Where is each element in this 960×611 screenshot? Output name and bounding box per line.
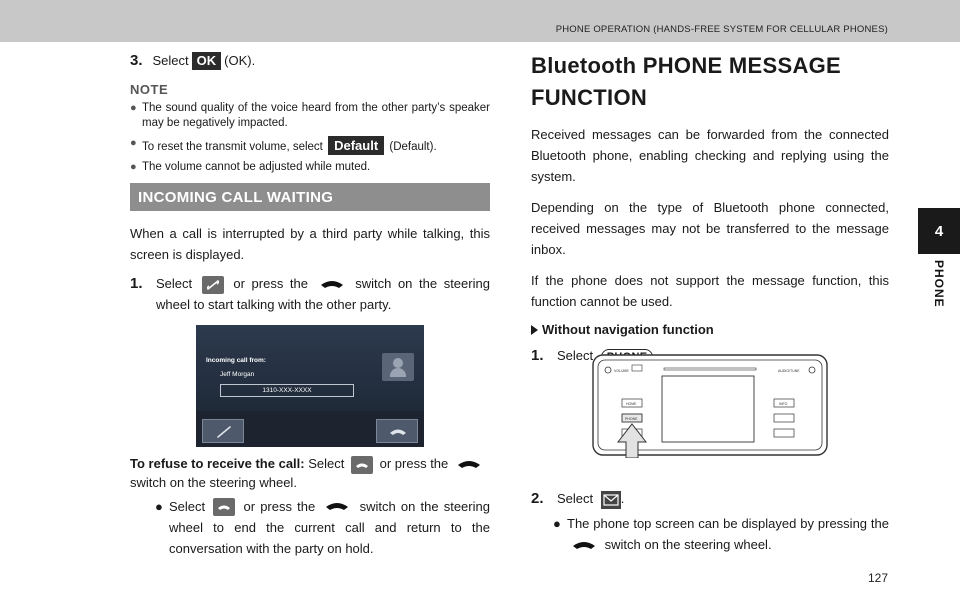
default-button[interactable]: Default <box>328 136 384 155</box>
avatar <box>382 353 414 381</box>
step-text-part: Select <box>156 276 193 291</box>
step-text-part: Select <box>557 348 594 363</box>
bullet-icon: ● <box>130 102 137 114</box>
right-lower <box>531 488 889 555</box>
refuse-text-part: or press the <box>379 456 449 471</box>
list-item-text <box>169 496 490 559</box>
step-number: 1. <box>531 347 544 364</box>
step-text <box>156 273 490 315</box>
bullet-icon: ● <box>130 161 137 173</box>
chapter-label: PHONE <box>932 260 946 308</box>
paragraph: If the phone does not support the message function, this function cannot be used. <box>531 273 889 309</box>
caller-number: 1310-XXX-XXXX <box>220 384 354 397</box>
hang-up-icon[interactable] <box>351 456 373 474</box>
step-text-part: Select <box>557 491 594 506</box>
intro-paragraph: When a call is interrupted by a third party while talking, this screen is displayed. <box>130 226 490 262</box>
bullet-icon: ● <box>130 137 137 149</box>
list-text-part: switch on the steering wheel. <box>604 537 772 552</box>
section-title-line: Bluetooth PHONE MESSAGE <box>531 53 842 78</box>
hang-up-icon[interactable] <box>213 498 235 516</box>
paragraph: Depending on the type of Bluetooth phone connected, received messages may not be transferred to the message inbox. <box>531 200 889 257</box>
hang-up-button[interactable] <box>376 419 418 443</box>
incoming-call-label: Incoming call from: <box>206 357 266 364</box>
section-banner: INCOMING CALL WAITING <box>130 183 490 211</box>
right-column <box>531 50 889 366</box>
refuse-heading: To refuse to receive the call: <box>130 456 305 471</box>
steering-phone-switch-icon <box>324 501 350 513</box>
steering-phone-switch-icon <box>319 279 345 291</box>
left-column <box>130 52 490 559</box>
step-text-part: . <box>620 491 625 506</box>
info-label: INFO <box>779 402 788 406</box>
head-unit-illustration <box>592 354 828 458</box>
message-envelope-icon[interactable] <box>601 491 621 509</box>
note-text: The sound quality of the voice heard from the other party’s speaker may be negatively impacted. <box>142 102 490 129</box>
audio-label: AUDIO/TUNE <box>778 369 800 373</box>
step-number: 2. <box>531 490 544 507</box>
step-1 <box>130 273 490 315</box>
bullet-icon: ● <box>553 516 561 531</box>
step-number: 3. <box>130 52 143 69</box>
step-text: (OK). <box>224 53 256 68</box>
list-item <box>553 513 889 555</box>
refuse-text-part: Select <box>308 456 345 471</box>
refuse-text-part: switch on the steering wheel. <box>130 474 297 490</box>
note-text-part: (Default). <box>389 141 437 153</box>
note-text-part: To reset the transmit volume, select <box>142 141 323 153</box>
note-text: The volume cannot be adjusted while muted. <box>142 161 371 173</box>
refuse-instruction <box>130 455 490 492</box>
step-text-part: or press the <box>233 276 308 291</box>
list-item-text <box>567 513 889 555</box>
list-text-part: Select <box>169 498 206 514</box>
note-text <box>142 136 490 155</box>
paragraph: Received messages can be forwarded from the connected Bluetooth phone, enabling checking and replying using the system. <box>531 127 889 184</box>
page-number: 127 <box>867 571 888 585</box>
step-text <box>557 488 889 509</box>
phone-label: PHONE <box>625 417 638 421</box>
incoming-call-screen <box>196 325 424 447</box>
home-label: HOME <box>626 402 637 406</box>
list-text-part: or press the <box>243 498 316 514</box>
list-text-part: The phone top screen can be displayed by pressing the <box>567 516 889 531</box>
step-text-part: switch on the steering wheel to start talking with the other party. <box>156 276 490 312</box>
section-title <box>531 50 889 114</box>
subheading-text: Without navigation function <box>542 322 714 337</box>
note-title: NOTE <box>130 82 169 97</box>
caller-name: Jeff Morgan <box>220 371 255 378</box>
header-bar <box>0 0 960 42</box>
header-title: PHONE OPERATION (HANDS-FREE SYSTEM FOR CELLULAR PHONES) <box>555 24 888 35</box>
answer-call-icon[interactable] <box>202 276 224 294</box>
steering-phone-switch-icon <box>571 540 597 552</box>
note-item <box>130 101 490 131</box>
note-item <box>130 160 490 175</box>
step-text: Select <box>152 53 189 68</box>
triangle-arrow-icon <box>531 325 538 335</box>
steering-phone-switch-icon <box>456 459 482 471</box>
answer-button[interactable] <box>202 419 244 443</box>
step-3 <box>130 52 490 70</box>
step-number: 1. <box>130 275 143 292</box>
volume-label: VOLUME <box>614 369 629 373</box>
list-item <box>155 496 490 559</box>
step-2 <box>531 488 889 509</box>
section-title-line: FUNCTION <box>531 85 648 110</box>
note-item <box>130 136 490 155</box>
ok-button[interactable]: OK <box>192 52 222 70</box>
bullet-icon: ● <box>155 498 163 514</box>
list-text-part: switch on the steering wheel to end the current call and return to the conversation with the party on hold. <box>169 498 490 556</box>
subheading <box>531 322 889 337</box>
chapter-tab[interactable]: 4 <box>918 208 960 254</box>
